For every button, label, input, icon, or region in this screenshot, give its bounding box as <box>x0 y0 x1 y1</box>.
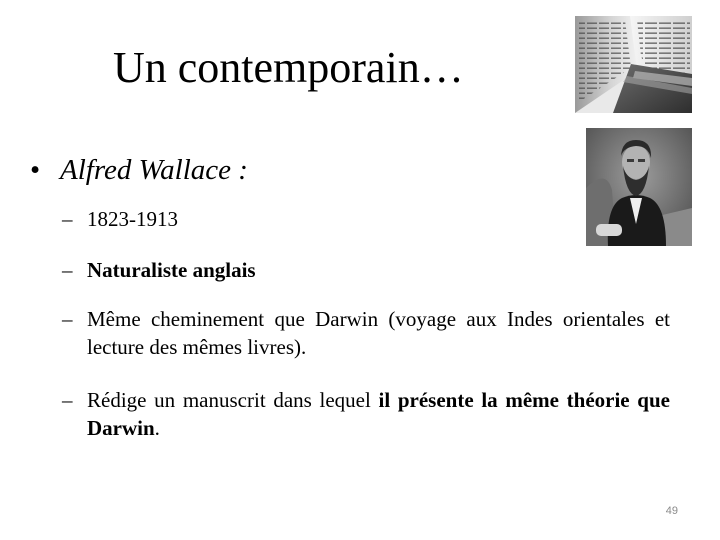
list-item-text: Même cheminement que Darwin (voyage aux Indes orientales et lecture des mêmes livres). <box>87 307 670 359</box>
wallace-portrait-image <box>586 128 692 246</box>
text-plain: Rédige un manuscrit dans lequel <box>87 388 379 412</box>
dash-marker: – <box>62 258 73 282</box>
list-item-text <box>87 386 670 442</box>
text-end: . <box>154 416 160 440</box>
list-item-dates <box>62 205 670 233</box>
bullet-name: Alfred Wallace : <box>60 154 248 186</box>
bold-text: il présente la même théorie que Darwin <box>87 388 670 440</box>
list-item-text <box>87 256 670 284</box>
list-item-text: 1823-1913 <box>87 207 178 231</box>
main-bullet <box>30 150 248 190</box>
open-book-image <box>575 16 692 113</box>
slide-title: Un contemporain… <box>113 43 464 92</box>
bold-text: Naturaliste anglais <box>87 258 256 282</box>
list-item-path <box>62 305 670 361</box>
list-item-manuscript <box>62 386 670 442</box>
list-item-profession <box>62 256 670 284</box>
dash-marker: – <box>62 388 73 412</box>
dash-marker: – <box>62 307 73 331</box>
page-number: 49 <box>665 505 678 517</box>
bullet-marker: • <box>30 154 41 186</box>
dash-marker: – <box>62 207 73 231</box>
